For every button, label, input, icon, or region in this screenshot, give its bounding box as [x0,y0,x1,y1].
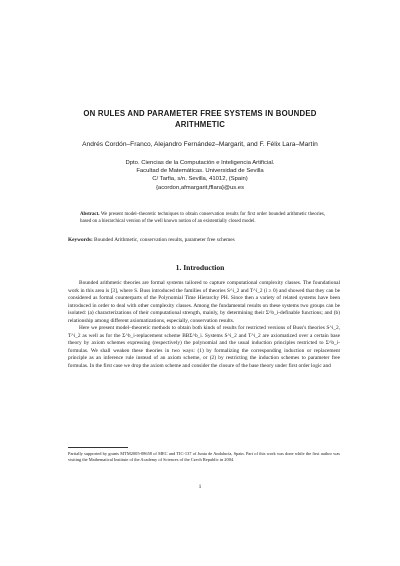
paper-title [40,108,360,130]
abstract [80,212,325,225]
paragraph-1: Bounded arithmetic theories are formal systems tailored to capture computational complexity classes. The foundational work in this area is [3], where S. Buss introduced the families of theories S^i_2 and T^i_2 (i ≥ 0) and showed that they can be considered as formal counterparts of the Polynomial Time Hierarchy PH. Since then a variety of related systems have been introduced in order to deal with other complexity classes. Among the fundamental results on these systems two groups can be isolated: (a) characterizations of their computational strength, mainly, by determining their Σ^b_i-definable functions; and (b) relationship among different axiomatizations, especially, conservation results. [68,280,340,324]
keywords-text: Bounded Arithmetic, conservation results, parameter free schemes [94,237,235,243]
footnote-rule [68,447,128,448]
keywords-label: Keywords: [68,237,93,243]
affiliation-faculty: Facultad de Matemáticas. Universidad de Sevilla [136,168,264,175]
keywords [68,237,348,243]
affiliation-address: C/ Tarfia, s/n. Sevilla, 41012, (Spain) [152,176,248,183]
author-list: Andrés Cordón–Franco, Alejandro Fernández–Margarit, and F. Félix Lara–Martín [82,141,318,148]
abstract-text: We present model–theoretic techniques to obtain conservation results for first order bounded arithmetic theories, based on a hierarchical version of the well known notion of an existentially closed model. [80,212,325,224]
title-line-1: ON RULES AND PARAMETER FREE SYSTEMS IN BOUNDED [83,109,317,118]
title-line-2: ARITHMETIC [174,120,226,129]
affiliation-department: Dpto. Ciencias de la Computación e Inteligencia Artificial. [125,160,275,166]
paragraph-2: Here we present model–theoretic methods to obtain both kinds of results for restricted versions of Buss's theories S^i_2, T^i_2 as well as for the Σ^b_i-replacement scheme BBΣ^b_i. Systems S^i_2 and T^i_2 are axiomatized over a certain base theory by axiom schemes expressing (respectively) the polynomial and the usual induction principles restricted to Σ^b_i-formulas. We shall weaken these theories in two ways: (1) by formalizing the corresponding induction or replacement principle as an inference rule instead of an axiom scheme, or (2) by restricting the induction schemes to parameter free formulas. In the first case we drop the axiom scheme and consider the closure of the base theory under first order logic and [68,325,340,370]
body-text [68,280,340,371]
page-number: 1 [198,484,202,490]
footnote: Partially supported by grants MTM2005-08658 of MEC and TIC-137 of Junta de Andalucía, Spain. Part of this work was done while the first author was visiting the Mathematical Institute of the Academy of Sciences of the Czech Republic in 2004. [68,451,340,463]
affiliation-block [60,159,340,192]
affiliation-emails: {acordon,afmargarit,fflara}@us.es [155,184,245,191]
section-heading: 1. Introduction [175,263,225,272]
abstract-label: Abstract. [80,212,100,217]
